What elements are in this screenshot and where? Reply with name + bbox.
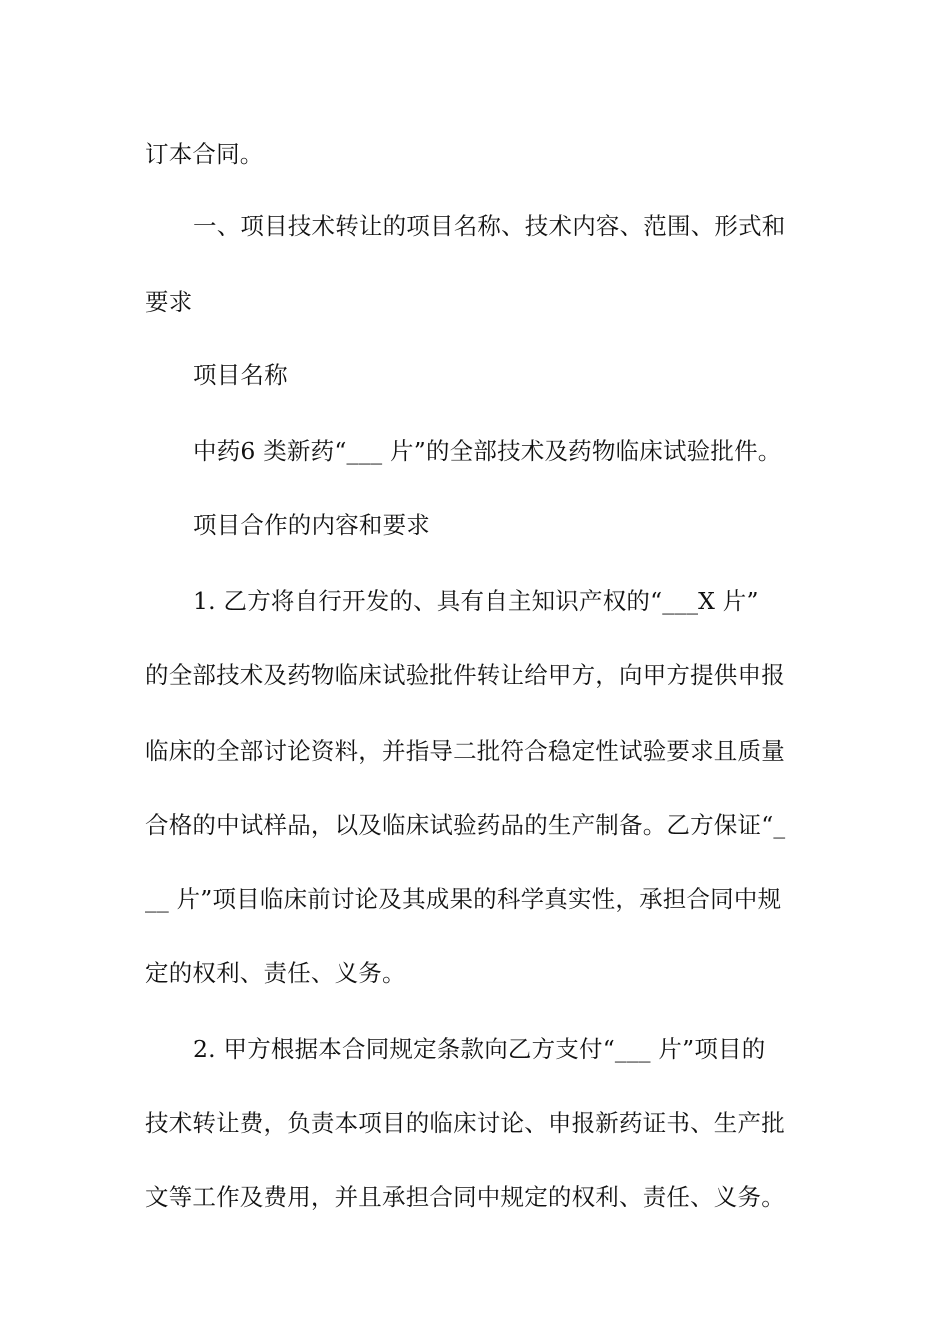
paragraph-line: 临床的全部讨论资料，并指导二批符合稳定性试验要求且质量: [145, 737, 785, 765]
paragraph-line: 定的权利、责任、义务。: [145, 959, 406, 987]
paragraph-line: 文等工作及费用，并且承担合同中规定的权利、责任、义务。: [145, 1183, 785, 1211]
subheading-cooperation: 项目合作的内容和要求: [193, 511, 430, 539]
section-heading-continued: 要求: [145, 288, 193, 316]
paragraph-line: 合格的中试样品，以及临床试验药品的生产制备。乙方保证“_: [145, 811, 786, 839]
paragraph-line: 技术转让费，负责本项目的临床讨论、申报新药证书、生产批: [145, 1109, 785, 1137]
subheading-project-name: 项目名称: [193, 361, 288, 389]
paragraph-line: 中药6 类新药“___ 片”的全部技术及药物临床试验批件。: [193, 437, 782, 465]
paragraph-line: 订本合同。: [145, 140, 264, 168]
paragraph-line: 2. 甲方根据本合同规定条款向乙方支付“___ 片”项目的: [193, 1035, 766, 1063]
paragraph-line: __ 片”项目临床前讨论及其成果的科学真实性，承担合同中规: [145, 885, 782, 913]
paragraph-line: 1. 乙方将自行开发的、具有自主知识产权的“___X 片”: [193, 587, 759, 615]
section-heading: 一、项目技术转让的项目名称、技术内容、范围、形式和: [193, 212, 786, 240]
paragraph-line: 的全部技术及药物临床试验批件转让给甲方，向甲方提供申报: [145, 661, 785, 689]
